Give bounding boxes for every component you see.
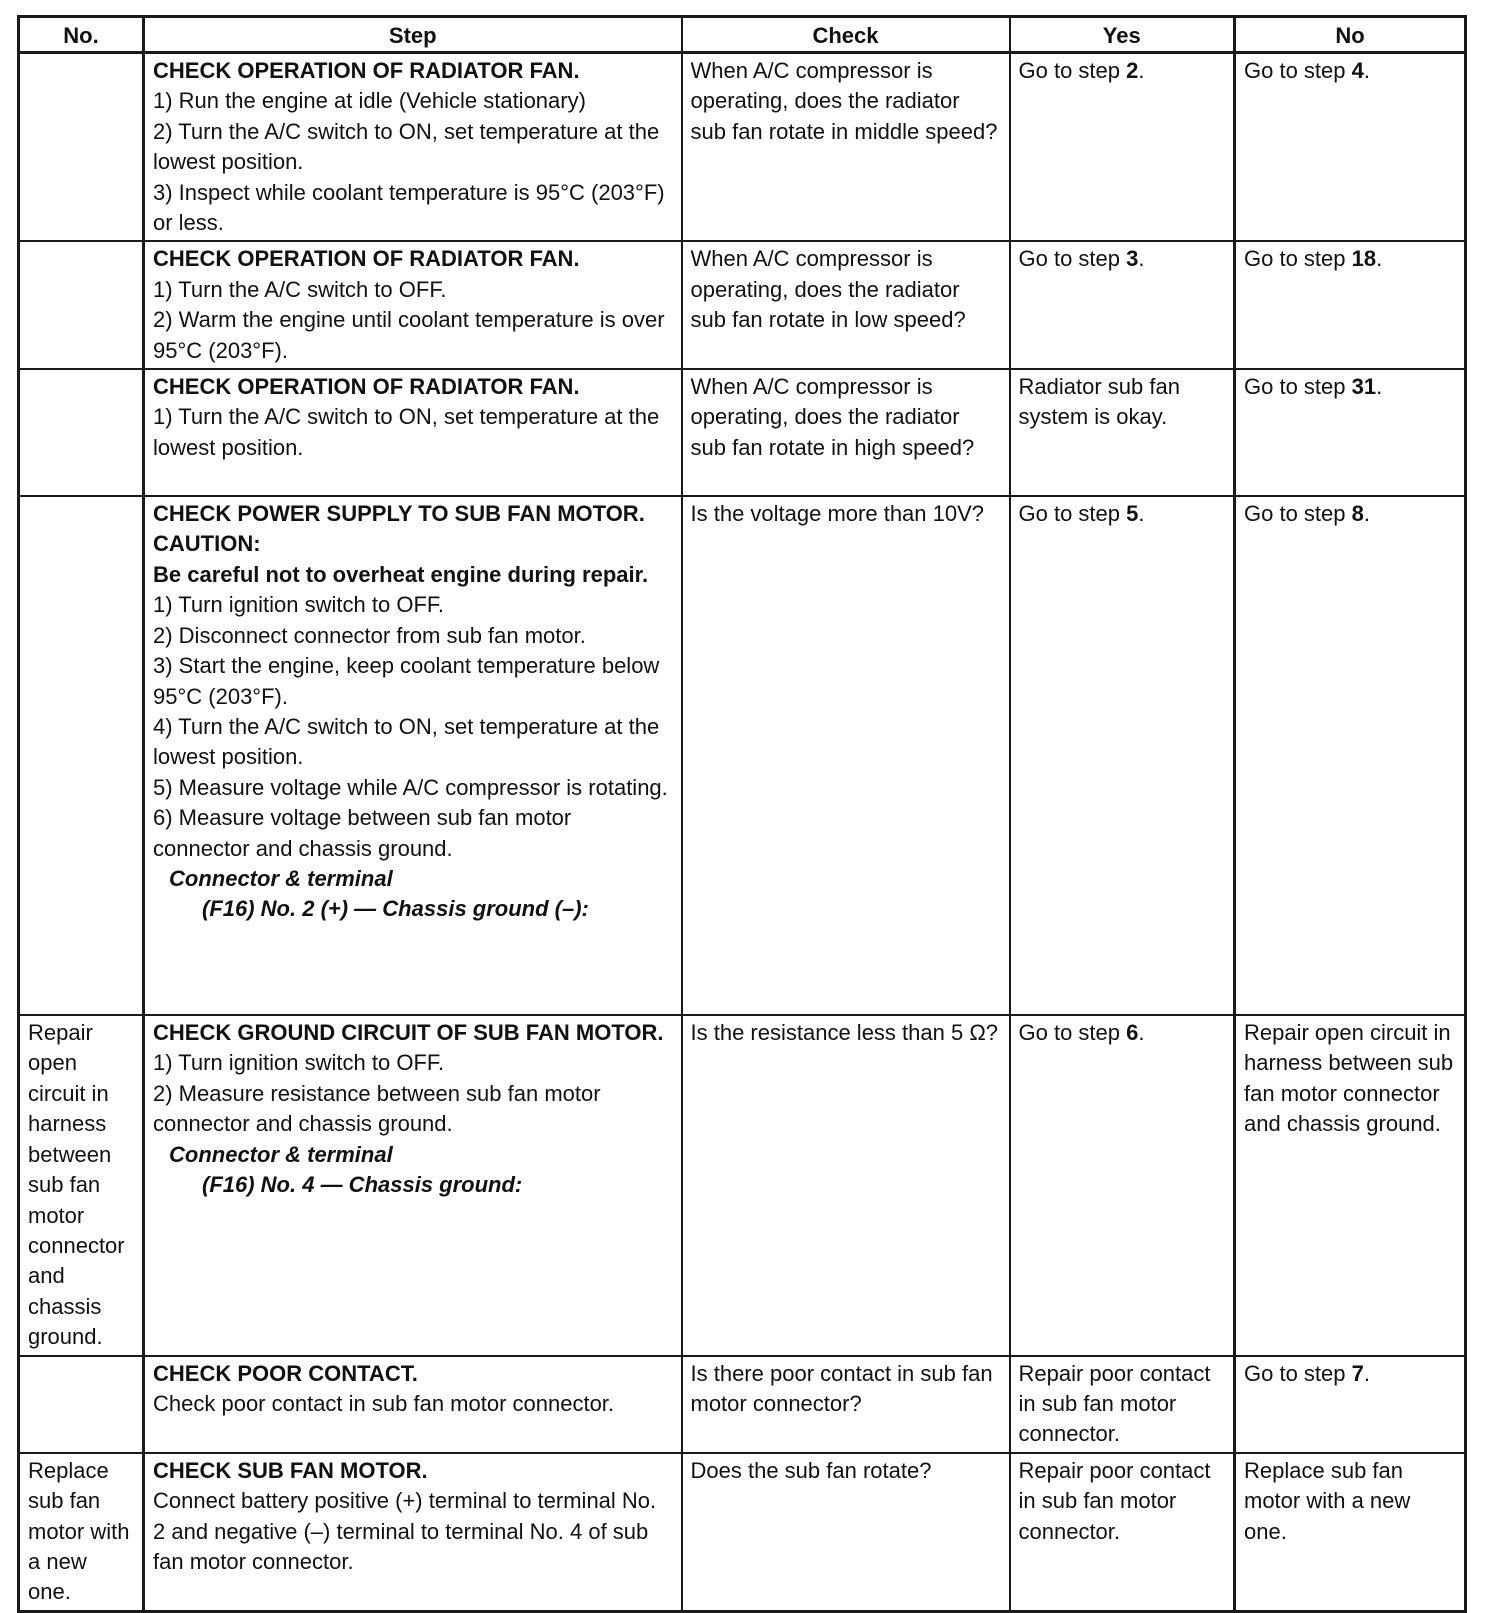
check-cell: Is the voltage more than 10V? (682, 496, 1010, 1015)
no-step-number: 18 (1351, 246, 1377, 272)
table-row (19, 1015, 1466, 1355)
yes-text: Go to step (1018, 501, 1127, 527)
yes-cell (1010, 53, 1235, 242)
header-step: Step (144, 17, 682, 53)
step-instruction: 1) Turn ignition switch to OFF. (153, 1050, 444, 1076)
yes-suffix: . (1138, 501, 1145, 527)
yes-text: Go to step (1018, 246, 1127, 272)
step-instruction: 6) Measure voltage between sub fan motor connector and chassis ground. (153, 805, 572, 861)
step-instruction: 1) Turn the A/C switch to ON, set temperature at the lowest position. (153, 404, 660, 460)
no-suffix: . (1363, 58, 1370, 83)
step-instruction: 4) Turn the A/C switch to ON, set temperature at the lowest position. (153, 713, 660, 770)
yes-cell: Repair poor contact in sub fan motor connector. (1010, 1356, 1235, 1453)
check-cell: When A/C compressor is operating, does the radiator sub fan rotate in low speed? (682, 241, 1010, 369)
caution-label: CAUTION: (153, 531, 261, 557)
yes-cell: Radiator sub fan system is okay. (1010, 369, 1235, 496)
table-row (19, 1453, 1466, 1612)
connector-label: Connector & terminal (169, 1141, 393, 1167)
yes-step-number: 5 (1126, 501, 1139, 527)
check-cell: When A/C compressor is operating, does the radiator sub fan rotate in middle speed? (682, 53, 1010, 242)
step-instruction: 3) Inspect while coolant temperature is 95°C (203°F) or less. (153, 179, 665, 236)
no-suffix: . (1376, 374, 1383, 400)
yes-cell (1010, 241, 1235, 369)
table-row (19, 241, 1466, 369)
no-cell (1235, 496, 1466, 1015)
step-instruction: 2) Disconnect connector from sub fan motor. (153, 622, 586, 648)
step-instruction: 3) Start the engine, keep coolant temperature below 95°C (203°F). (153, 653, 660, 709)
step-number: Replace sub fan motor with a new one. (19, 1453, 144, 1612)
no-cell (1235, 241, 1466, 369)
yes-suffix: . (1138, 1020, 1145, 1046)
check-cell: When A/C compressor is operating, does the radiator sub fan rotate in high speed? (682, 369, 1010, 496)
no-cell (1235, 369, 1466, 496)
step-instruction: 1) Turn ignition switch to OFF. (153, 592, 444, 618)
caution-text: Be careful not to overheat engine during repair. (153, 561, 649, 587)
no-suffix: . (1363, 1360, 1370, 1386)
step-title: CHECK OPERATION OF RADIATOR FAN. (153, 58, 580, 83)
step-title: CHECK OPERATION OF RADIATOR FAN. (153, 246, 580, 272)
table-row (19, 53, 1466, 242)
yes-text: Go to step (1018, 58, 1127, 83)
yes-cell: Repair poor contact in sub fan motor connector. (1010, 1453, 1235, 1612)
step-number (19, 53, 144, 242)
step-cell (144, 369, 682, 496)
step-cell (144, 241, 682, 369)
step-instruction: Check poor contact in sub fan motor connector. (153, 1390, 615, 1416)
no-text: Go to step (1244, 501, 1352, 527)
yes-cell (1010, 496, 1235, 1015)
no-cell (1235, 53, 1466, 242)
no-suffix: . (1363, 501, 1370, 527)
step-cell (144, 1356, 682, 1453)
diagnostic-table (17, 15, 1467, 1613)
header-yes: Yes (1010, 17, 1235, 53)
no-text: Go to step (1244, 374, 1352, 400)
step-instruction: 1) Turn the A/C switch to OFF. (153, 276, 447, 302)
yes-step-number: 6 (1126, 1020, 1139, 1046)
step-title: CHECK GROUND CIRCUIT OF SUB FAN MOTOR. (153, 1020, 664, 1046)
step-title: CHECK POOR CONTACT. (153, 1360, 418, 1386)
step-cell (144, 496, 682, 1015)
yes-step-number: 2 (1126, 58, 1139, 83)
yes-cell (1010, 1015, 1235, 1355)
step-title: CHECK SUB FAN MOTOR. (153, 1457, 428, 1483)
step-title: CHECK OPERATION OF RADIATOR FAN. (153, 374, 580, 400)
step-number (19, 496, 144, 1015)
no-suffix: . (1376, 246, 1383, 272)
no-step-number: 31 (1351, 374, 1377, 400)
yes-text: Go to step (1018, 1020, 1127, 1046)
step-instruction: 2) Warm the engine until coolant temperature is over 95°C (203°F). (153, 307, 665, 363)
connector-value: (F16) No. 4 — Chassis ground: (202, 1172, 523, 1198)
step-instruction: Connect battery positive (+) terminal to terminal No. 2 and negative (–) terminal to terminal No. 4 of sub fan motor connector. (153, 1488, 657, 1574)
step-cell (144, 1015, 682, 1355)
no-step-number: 7 (1351, 1360, 1364, 1386)
step-instruction: 2) Turn the A/C switch to ON, set temperature at the lowest position. (153, 118, 660, 175)
step-instruction: 5) Measure voltage while A/C compressor is rotating. (153, 774, 668, 800)
table-row (19, 496, 1466, 1015)
no-step-number: 4 (1351, 58, 1364, 83)
step-cell (144, 53, 682, 242)
step-instruction: 1) Run the engine at idle (Vehicle stationary) (153, 88, 586, 114)
check-cell: Is the resistance less than 5 Ω? (682, 1015, 1010, 1355)
no-cell (1235, 1356, 1466, 1453)
step-instruction: 2) Measure resistance between sub fan motor connector and chassis ground. (153, 1080, 601, 1137)
yes-suffix: . (1138, 246, 1145, 272)
connector-value: (F16) No. 2 (+) — Chassis ground (–): (202, 896, 589, 922)
step-number: Repair open circuit in harness between sub fan motor connector and chassis ground. (19, 1015, 144, 1355)
no-cell: Replace sub fan motor with a new one. (1235, 1453, 1466, 1612)
header-check: Check (682, 17, 1010, 53)
step-cell (144, 1453, 682, 1612)
header-row (19, 17, 1466, 53)
table-row (19, 1356, 1466, 1453)
yes-step-number: 3 (1126, 246, 1139, 272)
no-text: Go to step (1244, 58, 1352, 83)
no-text: Go to step (1244, 1360, 1352, 1386)
no-cell: Repair open circuit in harness between sub fan motor connector and chassis ground. (1235, 1015, 1466, 1355)
table-row (19, 369, 1466, 496)
yes-suffix: . (1138, 58, 1145, 83)
check-cell: Is there poor contact in sub fan motor connector? (682, 1356, 1010, 1453)
step-number (19, 241, 144, 369)
step-number (19, 1356, 144, 1453)
no-step-number: 8 (1351, 501, 1364, 527)
no-text: Go to step (1244, 246, 1352, 272)
step-title: CHECK POWER SUPPLY TO SUB FAN MOTOR. (153, 501, 645, 527)
connector-label: Connector & terminal (169, 865, 393, 891)
header-no-col: No (1235, 17, 1466, 53)
check-cell: Does the sub fan rotate? (682, 1453, 1010, 1612)
header-no: No. (19, 17, 144, 53)
step-number (19, 369, 144, 496)
